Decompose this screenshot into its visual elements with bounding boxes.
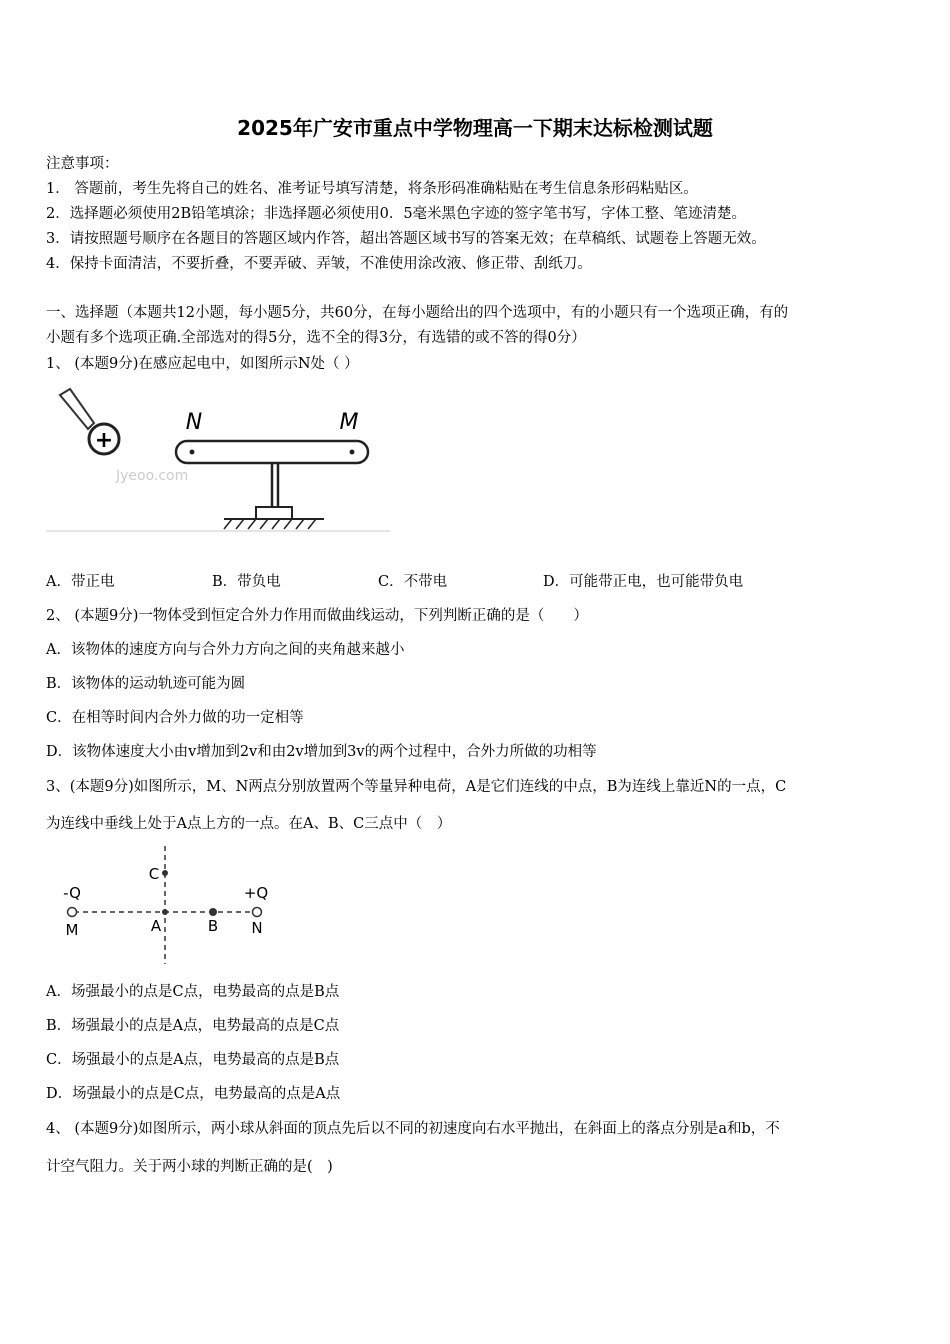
label-m: M xyxy=(65,921,79,939)
section-heading-line2: 小题有多个选项正确.全部选对的得5分，选不全的得3分，有选错的或不答的得0分） xyxy=(46,330,586,346)
q1-stem: 1、 (本题9分)在感应起电中，如图所示N处（ ） xyxy=(46,356,359,372)
label-b: B xyxy=(207,917,219,935)
notice-item-2: 2．选择题必须使用2B铅笔填涂；非选择题必须使用0．5毫米黑色字迹的签字笔书写，字体工整、笔迹清楚。 xyxy=(46,206,747,222)
conductor-bar xyxy=(176,441,368,463)
label-c: C xyxy=(148,865,160,883)
notice-heading: 注意事项： xyxy=(46,156,119,172)
label-n: N xyxy=(185,410,203,435)
q2-option-c: C．在相等时间内合外力做的功一定相等 xyxy=(46,710,304,726)
charged-rod xyxy=(60,389,119,454)
notice-item-4: 4．保持卡面清洁，不要折叠，不要弄破、弄皱，不准使用涂改液、修正带、刮纸刀。 xyxy=(46,256,592,272)
label-n: N xyxy=(251,919,263,937)
q2-option-b: B．该物体的运动轨迹可能为圆 xyxy=(46,676,246,692)
q2-option-d: D．该物体速度大小由v增加到2v和由2v增加到3v的两个过程中，合外力所做的功相等 xyxy=(46,744,597,760)
q2-option-a: A．该物体的速度方向与合外力方向之间的夹角越来越小 xyxy=(46,642,405,658)
charge-m xyxy=(68,908,77,917)
section-heading-line1: 一、选择题（本题共12小题，每小题5分，共60分，在每小题给出的四个选项中，有的小题只有一个选项正确，有的 xyxy=(46,305,789,321)
label-m: M xyxy=(339,410,359,435)
q1-option-d: D．可能带正电，也可能带负电 xyxy=(543,574,744,590)
watermark-text: Jyeoo.com xyxy=(116,468,189,484)
q3-option-c: C．场强最小的点是A点，电势最高的点是B点 xyxy=(46,1052,340,1068)
point-c xyxy=(162,870,168,876)
q4-stem-line2: 计空气阻力。关于两小球的判断正确的是( ) xyxy=(46,1159,333,1175)
label-a: A xyxy=(150,917,162,935)
ground-hatching xyxy=(224,519,316,529)
label-pos-q: +Q xyxy=(243,884,269,902)
q1-option-a: A．带正电 xyxy=(46,574,115,590)
q4-stem-line1: 4、 (本题9分)如图所示，两小球从斜面的顶点先后以不同的初速度向右水平抛出，在斜面上的落点分别是a和b，不 xyxy=(46,1121,780,1137)
q3-option-d: D．场强最小的点是C点，电势最高的点是A点 xyxy=(46,1086,341,1102)
point-b xyxy=(209,908,217,916)
q3-option-b: B．场强最小的点是A点，电势最高的点是C点 xyxy=(46,1018,340,1034)
q1-option-c: C．不带电 xyxy=(378,574,448,590)
q3-figure xyxy=(52,842,282,970)
q1-option-b: B．带负电 xyxy=(212,574,281,590)
plus-sign-label: + xyxy=(94,428,114,453)
page-title: 2025年广安市重点中学物理高一下期末达标检测试题 xyxy=(237,116,713,140)
q1-figure xyxy=(44,385,394,535)
label-neg-q: -Q xyxy=(63,884,81,902)
q2-stem: 2、 (本题9分)一物体受到恒定合外力作用而做曲线运动，下列判断正确的是（ ） xyxy=(46,608,588,624)
charge-n xyxy=(253,908,262,917)
notice-item-1: 1． 答题前，考生先将自己的姓名、准考证号填写清楚，将条形码准确粘贴在考生信息条形码粘贴区。 xyxy=(46,181,698,197)
q3-stem-line1: 3、(本题9分)如图所示，M、N两点分别放置两个等量异种电荷，A是它们连线的中点，B为连线上靠近N的一点，C xyxy=(46,779,787,795)
notice-item-3: 3．请按照题号顺序在各题目的答题区域内作答，超出答题区域书写的答案无效；在草稿纸、试题卷上答题无效。 xyxy=(46,231,766,247)
point-a xyxy=(162,909,168,915)
stand-base xyxy=(256,507,292,519)
q3-option-a: A．场强最小的点是C点，电势最高的点是B点 xyxy=(46,984,340,1000)
q3-stem-line2: 为连线中垂线上处于A点上方的一点。在A、B、C三点中（ ） xyxy=(46,816,452,832)
